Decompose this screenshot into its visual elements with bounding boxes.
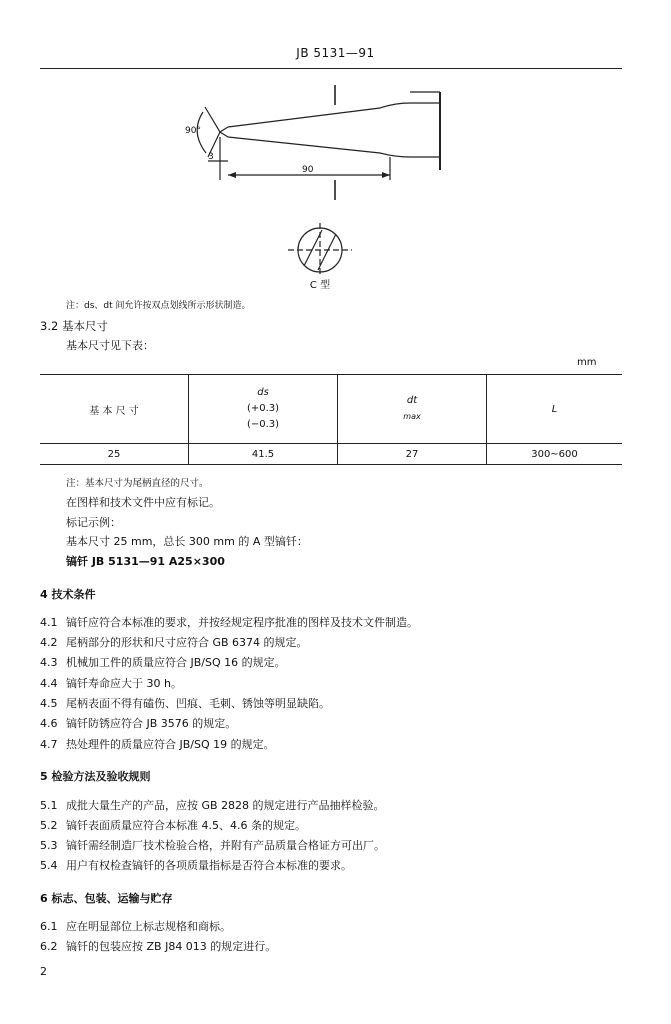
clause-4-4: 4.4 镐钎寿命应大于 30 h。: [40, 677, 182, 690]
header-dt-max: max: [403, 412, 421, 421]
arrow-left: [228, 172, 236, 178]
table-header-row: [40, 375, 622, 444]
clause-4-7: 4.7 热处理件的质量应符合 JB/SQ 19 的规定。: [40, 738, 275, 751]
cell-ds: 41.5: [189, 444, 338, 465]
angle-label: 90°: [185, 126, 201, 136]
section-5-heading: 5 检验方法及验收规则: [40, 770, 151, 783]
section-flat-1: [304, 230, 322, 266]
cell-dt: 27: [338, 444, 487, 465]
section-caption: C 型: [309, 280, 331, 291]
c-type-tip-drawing: [170, 75, 470, 300]
header-dt-symbol: dt: [406, 395, 418, 406]
section-3-2-heading: 3.2 基本尺寸: [40, 319, 108, 333]
cell-length: 300~600: [487, 444, 623, 465]
tool-tip: [220, 127, 228, 137]
page-header: JB 5131—91: [296, 46, 375, 60]
clause-6-2: 6.2 镐钎的包装应按 ZB J84 013 的规定进行。: [40, 940, 277, 953]
tool-lower-edge: [228, 137, 440, 157]
marking-line-3: 基本尺寸 25 mm，总长 300 mm 的 A 型镐钎：: [66, 535, 308, 548]
header-ds-tol-upper: (+0.3): [246, 403, 280, 414]
clause-4-3: 4.3 机械加工件的质量应符合 JB/SQ 16 的规定。: [40, 656, 286, 669]
clause-6-1: 6.1 应在明显部位上标志规格和商标。: [40, 920, 231, 933]
tip-extension-upper: [205, 107, 220, 132]
cell-basic: 25: [40, 444, 189, 465]
section-3-2-intro: 基本尺寸见下表：: [66, 339, 154, 352]
clause-5-3: 5.3 镐钎需经制造厂技术检验合格，并附有产品质量合格证方可出厂。: [40, 839, 385, 852]
clause-4-1: 4.1 镐钎应符合本标准的要求，并按经规定程序批准的图样及技术文件制造。: [40, 616, 418, 629]
clause-5-2: 5.2 镐钎表面质量应符合本标准 4.5、4.6 条的规定。: [40, 819, 306, 832]
section-4-heading: 4 技术条件: [40, 588, 96, 601]
header-ds: [189, 375, 338, 444]
section-6-heading: 6 标志、包装、运输与贮存: [40, 892, 173, 905]
offset-label: 3: [208, 152, 214, 162]
clause-5-4: 5.4 用户有权检查镐钎的各项质量指标是否符合本标准的要求。: [40, 859, 352, 872]
arrow-right: [382, 172, 390, 178]
marking-example: 镐钎 JB 5131—91 A25×300: [66, 555, 225, 568]
marking-line-2: 标记示例：: [66, 516, 121, 529]
header-ds-symbol: ds: [257, 387, 269, 398]
header-ds-tol-lower: (−0.3): [246, 419, 280, 430]
page-number: 2: [40, 965, 47, 978]
clause-4-2: 4.2 尾柄部分的形状和尺寸应符合 GB 6374 的规定。: [40, 636, 308, 649]
header-dt: [338, 375, 487, 444]
length-label: 90: [302, 165, 314, 175]
section-flat-2: [318, 234, 336, 270]
header-length: L: [487, 375, 623, 444]
clause-4-6: 4.6 镐钎防锈应符合 JB 3576 的规定。: [40, 717, 237, 730]
clause-5-1: 5.1 成批大量生产的产品，应按 GB 2828 的规定进行产品抽样检验。: [40, 799, 385, 812]
header-basic-size: 基 本 尺 寸: [40, 375, 189, 444]
tool-upper-edge: [228, 103, 440, 127]
header-rule: [40, 68, 622, 69]
table-note: 注：基本尺寸为尾柄直径的尺寸。: [66, 478, 209, 489]
table-row: [40, 444, 622, 465]
basic-dimension-table: [40, 374, 622, 465]
table-unit: mm: [577, 357, 597, 368]
clause-4-5: 4.5 尾柄表面不得有磕伤、凹痕、毛刺、锈蚀等明显缺陷。: [40, 697, 330, 710]
marking-line-1: 在图样和技术文件中应有标记。: [66, 496, 220, 509]
figure-note: 注：ds、dt 间允许按双点划线所示形状制造。: [66, 301, 251, 311]
